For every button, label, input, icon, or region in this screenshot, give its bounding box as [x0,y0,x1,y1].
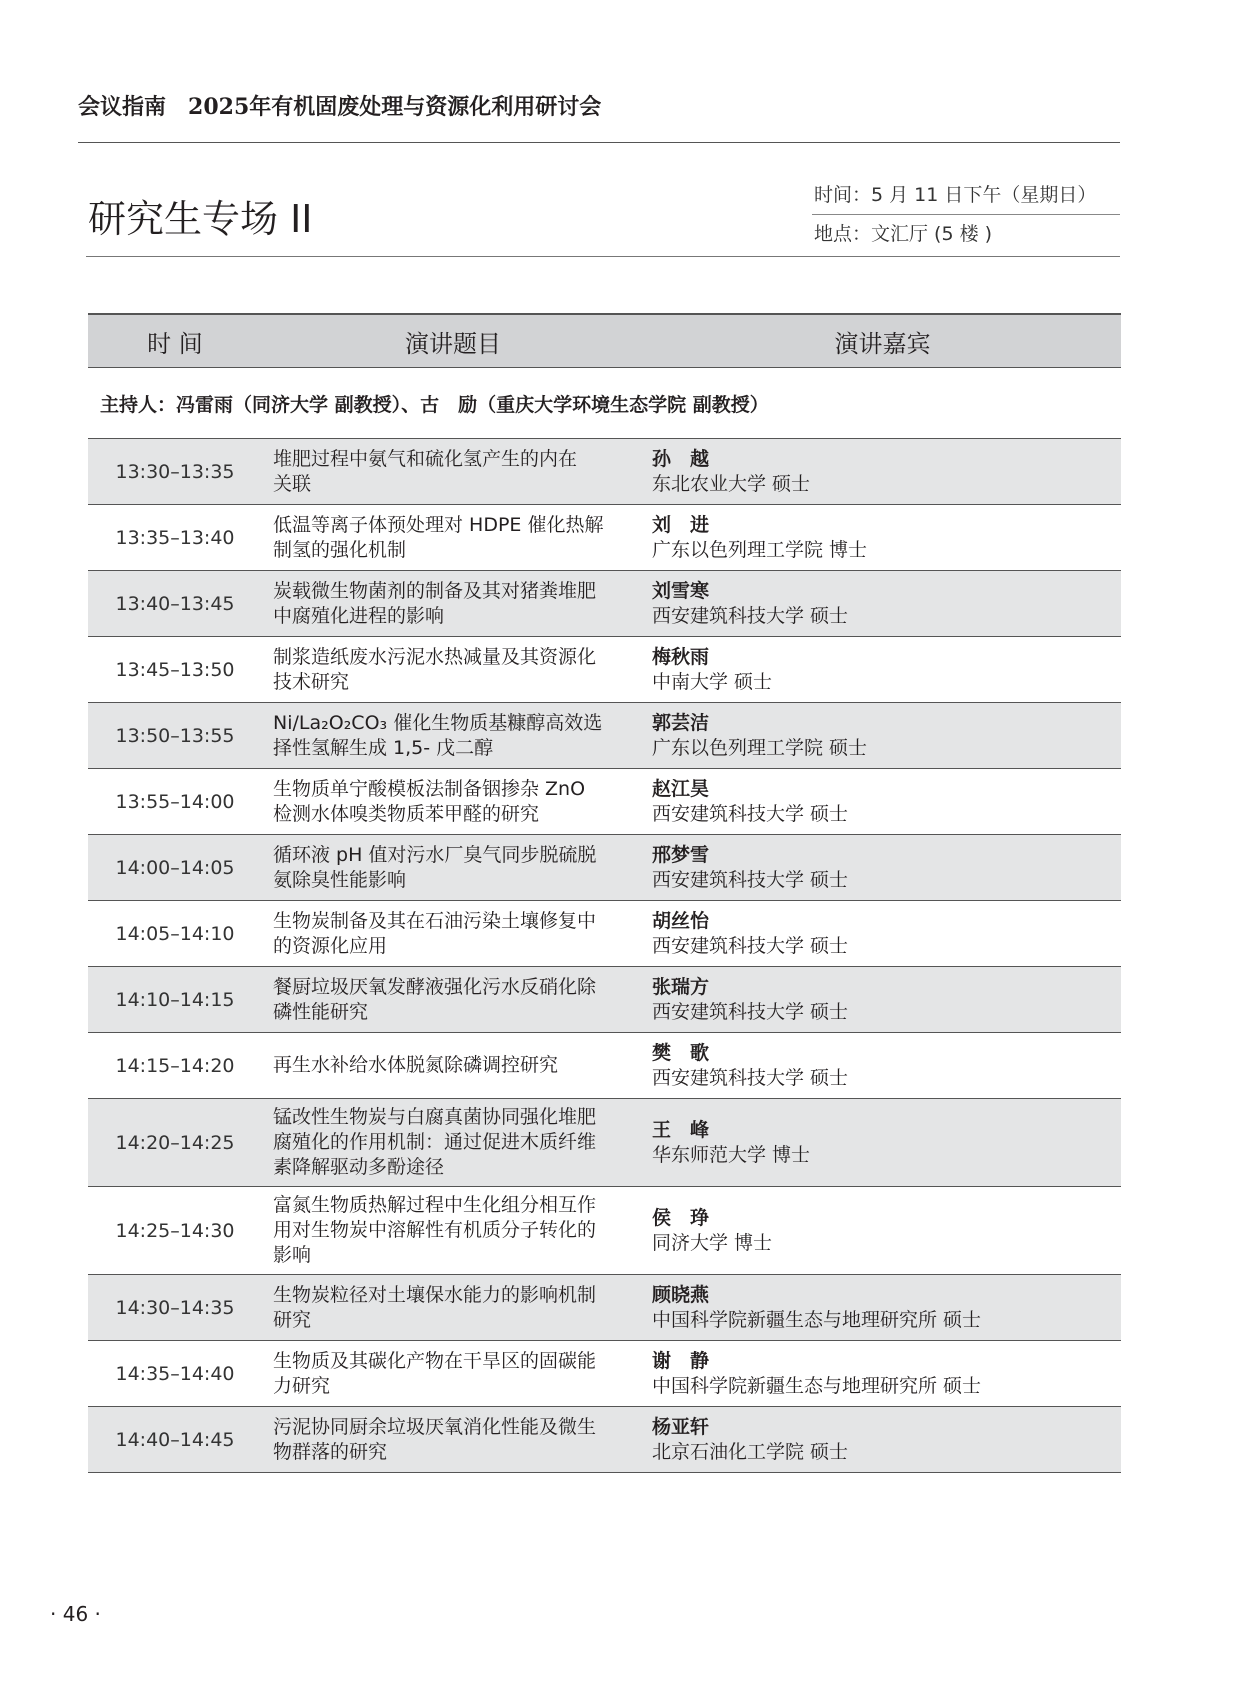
speaker-name: 孙 越 [652,447,710,470]
speaker-affiliation: 中国科学院新疆生态与地理研究所 硕士 [652,1308,982,1331]
speaker-name: 郭芸洁 [652,711,710,734]
table-row [88,1033,1121,1099]
header-topic: 演讲题目 [262,314,644,368]
speaker-name: 顾晓燕 [652,1283,710,1306]
header-speaker: 演讲嘉宾 [644,314,1121,368]
talk-time: 13:40–13:45 [88,571,262,637]
running-header [78,92,1120,143]
talk-title [262,703,644,769]
section-label: 会议指南 [78,94,167,120]
speaker-affiliation: 西安建筑科技大学 硕士 [652,868,849,891]
speaker-affiliation: 同济大学 博士 [652,1231,773,1254]
table-row [88,1407,1121,1473]
talk-title-line: 堆肥过程中氨气和硫化氢产生的内在 [273,447,578,470]
speaker-name: 侯 琤 [652,1206,710,1229]
talk-time: 13:30–13:35 [88,439,262,505]
table-row [88,703,1121,769]
speaker-affiliation: 中南大学 硕士 [652,670,773,693]
talk-title [262,1341,644,1407]
talk-title [262,1407,644,1473]
talk-title-line: 生物质及其碳化产物在干旱区的固碳能 [273,1349,597,1372]
speaker-cell [644,901,1121,967]
speaker-affiliation: 北京石油化工学院 硕士 [652,1440,849,1463]
speaker-cell [644,505,1121,571]
talk-title-line: 炭载微生物菌剂的制备及其对猪粪堆肥 [273,579,597,602]
session-header [86,176,1120,257]
speaker-cell [644,1341,1121,1407]
talk-time: 14:30–14:35 [88,1275,262,1341]
talk-title [262,1099,644,1187]
talk-title [262,1187,644,1275]
speaker-cell [644,703,1121,769]
talk-title-line: 低温等离子体预处理对 HDPE 催化热解 [273,513,604,536]
speaker-cell [644,1033,1121,1099]
speaker-name: 张瑞方 [652,975,710,998]
session-location: 地点：文汇厅 (5 楼 ) [814,223,993,245]
talk-title-line: 锰改性生物炭与白腐真菌协同强化堆肥 [273,1106,597,1128]
talk-time: 14:00–14:05 [88,835,262,901]
talk-title-line: 富氮生物质热解过程中生化组分相互作 [273,1194,597,1216]
talk-title-line: 素降解驱动多酚途径 [273,1156,445,1178]
talk-title [262,769,644,835]
speaker-cell [644,835,1121,901]
talk-time: 13:45–13:50 [88,637,262,703]
talk-title-line: 中腐殖化进程的影响 [273,604,445,627]
talk-time: 14:25–14:30 [88,1187,262,1275]
speaker-affiliation: 西安建筑科技大学 硕士 [652,1066,849,1089]
table-row [88,1341,1121,1407]
speaker-name: 樊 歌 [652,1041,710,1064]
talk-title [262,637,644,703]
speaker-affiliation: 西安建筑科技大学 硕士 [652,1000,849,1023]
speaker-name: 谢 静 [652,1349,710,1372]
talk-title-line: 影响 [273,1244,312,1266]
table-row [88,1187,1121,1275]
talk-title-line: 生物炭粒径对土壤保水能力的影响机制 [273,1283,597,1306]
table-header-row [88,314,1121,368]
talk-title-line: 力研究 [273,1374,331,1397]
speaker-cell [644,967,1121,1033]
speaker-affiliation: 西安建筑科技大学 硕士 [652,604,849,627]
talk-title [262,505,644,571]
talk-title-line: Ni/La₂O₂CO₃ 催化生物质基糠醇高效选 [273,711,603,734]
talk-title-line: 餐厨垃圾厌氧发酵液强化污水反硝化除 [273,975,597,998]
speaker-affiliation: 广东以色列理工学院 博士 [652,538,868,561]
talk-title-line: 研究 [273,1308,312,1331]
session-title: 研究生专场 II [88,197,313,241]
speaker-affiliation: 西安建筑科技大学 硕士 [652,934,849,957]
talk-title-line: 择性氢解生成 1,5- 戊二醇 [273,736,494,759]
talk-title-line: 循环液 pH 值对污水厂臭气同步脱硫脱 [273,843,597,866]
table-row [88,571,1121,637]
speaker-name: 赵江昊 [652,777,710,800]
table-row [88,1275,1121,1341]
speaker-name: 梅秋雨 [652,645,710,668]
speaker-cell [644,1407,1121,1473]
talk-title-line: 制浆造纸废水污泥水热减量及其资源化 [273,645,597,668]
talk-title [262,901,644,967]
talk-title-line: 物群落的研究 [273,1440,388,1463]
session-time: 时间：5 月 11 日下午（星期日） [812,176,1120,215]
talk-title-line: 氨除臭性能影响 [273,868,407,891]
table-row [88,901,1121,967]
talk-title-line: 制氢的强化机制 [273,538,407,561]
talk-title-line: 生物质单宁酸模板法制备铟掺杂 ZnO [273,777,586,800]
talk-title-line: 腐殖化的作用机制：通过促进木质纤维 [273,1131,597,1153]
talk-title-line: 检测水体嗅类物质苯甲醛的研究 [273,802,540,825]
speaker-cell [644,1099,1121,1187]
header-time: 时 间 [88,314,262,368]
talk-time: 14:20–14:25 [88,1099,262,1187]
talk-title [262,571,644,637]
speaker-cell [644,637,1121,703]
speaker-cell [644,1275,1121,1341]
session-info [812,176,1120,253]
table-row [88,439,1121,505]
table-row [88,505,1121,571]
table-row [88,967,1121,1033]
talk-title-line: 再生水补给水体脱氮除磷调控研究 [273,1054,559,1076]
talk-time: 14:40–14:45 [88,1407,262,1473]
talk-title-line: 污泥协同厨余垃圾厌氧消化性能及微生 [273,1415,597,1438]
speaker-name: 刘 进 [652,513,710,536]
speaker-name: 王 峰 [652,1118,710,1141]
talk-title [262,967,644,1033]
talk-time: 14:35–14:40 [88,1341,262,1407]
speaker-cell [644,769,1121,835]
speaker-affiliation: 东北农业大学 硕士 [652,472,811,495]
talk-title-line: 关联 [273,472,312,495]
talk-time: 14:15–14:20 [88,1033,262,1099]
speaker-cell [644,1187,1121,1275]
talk-title [262,1033,644,1099]
speaker-name: 杨亚轩 [652,1415,710,1438]
talk-title [262,439,644,505]
talk-title-line: 生物炭制备及其在石油污染土壤修复中 [273,909,597,932]
speaker-cell [644,571,1121,637]
speaker-affiliation: 华东师范大学 博士 [652,1143,811,1166]
speaker-cell [644,439,1121,505]
talk-title-line: 的资源化应用 [273,934,388,957]
talk-time: 14:05–14:10 [88,901,262,967]
talk-time: 13:50–13:55 [88,703,262,769]
page-number: · 46 · [50,1602,101,1626]
talk-title-line: 技术研究 [273,670,350,693]
talk-time: 13:35–13:40 [88,505,262,571]
host-text: 主持人：冯雷雨（同济大学 副教授）、古 励（重庆大学环境生态学院 副教授） [88,368,1121,439]
talk-time: 14:10–14:15 [88,967,262,1033]
schedule-table [88,313,1121,1473]
talk-title-line: 用对生物炭中溶解性有机质分子转化的 [273,1219,597,1241]
host-row [88,368,1121,439]
talk-title [262,835,644,901]
conference-title: 2025年有机固废处理与资源化利用研讨会 [188,94,602,120]
speaker-name: 胡丝怡 [652,909,710,932]
table-row [88,769,1121,835]
speaker-affiliation: 中国科学院新疆生态与地理研究所 硕士 [652,1374,982,1397]
talk-time: 13:55–14:00 [88,769,262,835]
speaker-name: 刘雪寒 [652,579,710,602]
speaker-affiliation: 广东以色列理工学院 硕士 [652,736,868,759]
talk-title-line: 磷性能研究 [273,1000,369,1023]
speaker-name: 邢梦雪 [652,843,710,866]
talk-title [262,1275,644,1341]
speaker-affiliation: 西安建筑科技大学 硕士 [652,802,849,825]
table-row [88,1099,1121,1187]
table-row [88,637,1121,703]
table-row [88,835,1121,901]
